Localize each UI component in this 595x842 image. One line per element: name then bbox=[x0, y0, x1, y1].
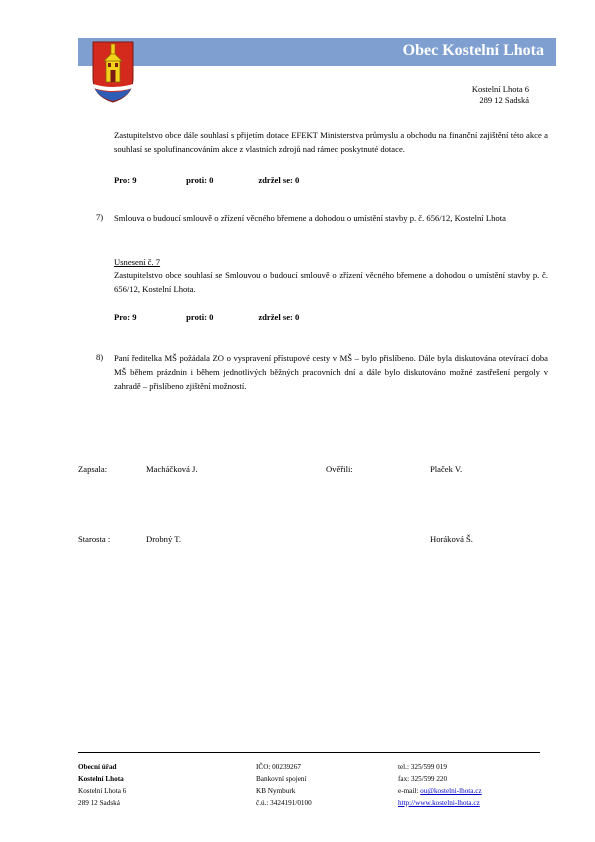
municipality-title: Obec Kostelní Lhota bbox=[402, 42, 544, 59]
footer-office: Obecní úřad Kostelní Lhota Kostelní Lhota 6 289 12 Sadská bbox=[78, 763, 127, 807]
paragraph-dotace: Zastupitelstvo obce dále souhlasí s přijetím dotace EFEKT Ministerstva průmyslu a obchodu na finanční zajištění této akce a souhlasí se spolufinancováním akce z vlastních zdrojů nad rámec poskytnuté dotace. bbox=[114, 130, 548, 154]
third-signatory-name: Horáková Š. bbox=[430, 534, 473, 544]
overili-label: Ověřili: bbox=[326, 464, 353, 474]
vote-result-1: Pro: 9 proti: 0 zdržel se: 0 bbox=[114, 175, 300, 185]
zapsala-name: Macháčková J. bbox=[146, 464, 198, 474]
footer-bank: IČO: 00239267 Bankovní spojení KB Nymburk č.ú.: 3424191/0100 bbox=[256, 763, 312, 807]
footer-contact: tel.: 325/599 019 fax: 325/599 220 e-mail: ou@kostelni-lhota.cz http://www.kostelni-lhota.cz bbox=[398, 763, 482, 807]
item-8-text: Paní ředitelka MŠ požádala ZO o vyspravení přístupové cesty v MŠ – bylo přislíbeno. Dále byla diskutována otevírací doba MŠ během prázdnin i během jednotlivých běžných pracovních dní a dále bylo diskutováno možné zastřešení pergoly v zahradě – přislíbeno zjištění možností. bbox=[114, 353, 548, 391]
zapsala-label: Zapsala: bbox=[78, 464, 108, 474]
office-address: Kostelní Lhota 6 289 12 Sadská bbox=[471, 84, 529, 105]
item-number-8: 8) bbox=[96, 352, 104, 362]
overili-name: Plaček V. bbox=[430, 464, 463, 474]
item-number-7: 7) bbox=[96, 212, 104, 222]
footer-divider bbox=[78, 752, 540, 753]
email-link[interactable]: ou@kostelni-lhota.cz bbox=[420, 787, 482, 795]
resolution-text: Zastupitelstvo obce souhlasí se Smlouvou o budoucí smlouvě o zřízení věcného břemene a dohodou o umístění stavby p. č. 656/12, Kostelní Lhota. bbox=[114, 270, 548, 294]
header-banner bbox=[78, 38, 556, 66]
website-link[interactable]: http://www.kostelni-lhota.cz bbox=[398, 799, 480, 807]
starosta-label: Starosta : bbox=[78, 534, 111, 544]
vote-result-2: Pro: 9 proti: 0 zdržel se: 0 bbox=[114, 312, 300, 322]
starosta-name: Drobný T. bbox=[146, 534, 182, 544]
item-7-text: Smlouva o budoucí smlouvě o zřízení věcného břemene a dohodou o umístění stavby p. č. 656/12, Kostelní Lhota bbox=[114, 213, 506, 223]
resolution-label: Usnesení č. 7 bbox=[114, 257, 161, 267]
coat-of-arms-icon bbox=[90, 40, 136, 104]
